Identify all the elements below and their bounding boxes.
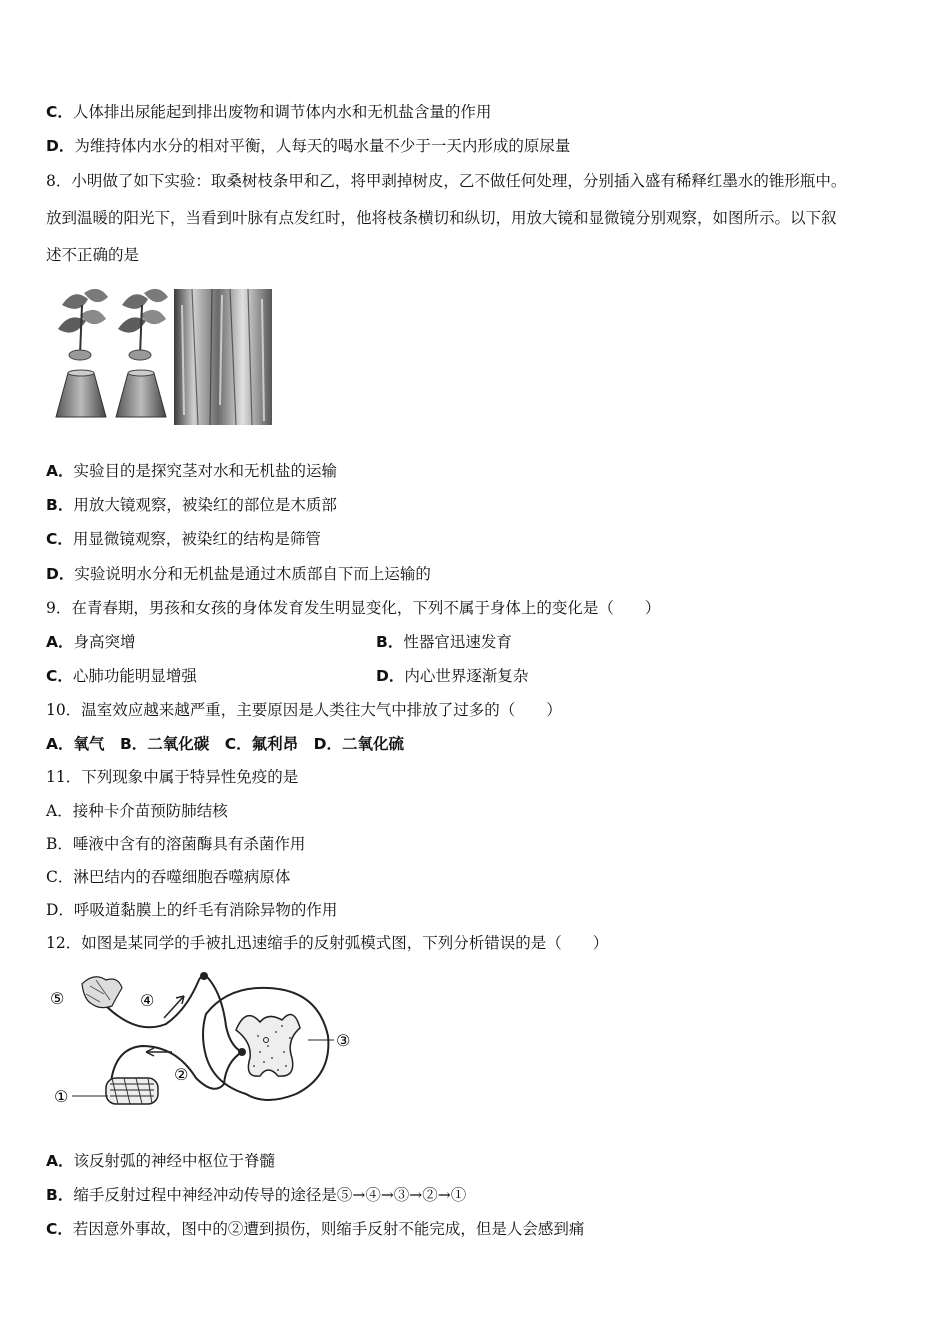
q9-stem: 9．在青春期，男孩和女孩的身体发育发生明显变化，下列不属于身体上的变化是（ ）: [46, 599, 661, 617]
label-3: ③: [336, 1031, 351, 1050]
q8-option-d: D．实验说明水分和无机盐是通过木质部自下而上运输的: [46, 565, 431, 583]
q8-option-a: A．实验目的是探究茎对水和无机盐的运输: [46, 462, 338, 480]
label-5: ⑤: [50, 989, 65, 1008]
stem-experiment-figure: [52, 285, 274, 427]
q11-option-c: C．淋巴结内的吞噬细胞吞噬病原体: [46, 868, 291, 886]
q9-option-a: A．身高突增: [46, 633, 136, 651]
q10-options: A．氧气 B．二氧化碳 C．氟利昂 D．二氧化硫: [46, 735, 405, 753]
q9-option-c: C．心肺功能明显增强: [46, 667, 197, 685]
reflex-arc-diagram: [46, 966, 358, 1112]
q11-option-a: A．接种卡介苗预防肺结核: [46, 802, 228, 820]
q11-stem: 11．下列现象中属于特异性免疫的是: [46, 768, 299, 786]
afferent-nerve: [104, 976, 242, 1052]
receptor-skin: [82, 977, 122, 1008]
q8-stem-line-1: 8．小明做了如下实验：取桑树枝条甲和乙，将甲剥掉树皮，乙不做任何处理，分别插入盛有稀释红墨水的锥形瓶中。: [46, 172, 847, 190]
q7-option-d: D．为维持体内水分的相对平衡，人每天的喝水量不少于一天内形成的原尿量: [46, 137, 571, 155]
q11-option-d: D．呼吸道黏膜上的纤毛有消除异物的作用: [46, 901, 338, 919]
branch-a-leaves: [56, 289, 108, 417]
q9-option-b: B．性器官迅速发育: [376, 633, 512, 651]
q8-stem-line-2: 放到温暖的阳光下，当看到叶脉有点发红时，他将枝条横切和纵切，用放大镜和显微镜分别观察，如图所示。以下叙: [46, 209, 837, 227]
q7-option-c: C．人体排出尿能起到排出废物和调节体内水和无机盐含量的作用: [46, 103, 492, 121]
label-2: ②: [174, 1065, 189, 1084]
q10-stem: 10．温室效应越来越严重，主要原因是人类往大气中排放了过多的（ ）: [46, 701, 562, 719]
stem-longitudinal-section: [174, 289, 272, 425]
q12-option-b: B．缩手反射过程中神经冲动传导的途径是⑤→④→③→②→①: [46, 1186, 467, 1204]
q8-stem-line-3: 述不正确的是: [46, 246, 140, 264]
q9-option-d: D．内心世界逐渐复杂: [376, 667, 529, 685]
label-4: ④: [140, 991, 155, 1010]
q11-option-b: B．唾液中含有的溶菌酶具有杀菌作用: [46, 835, 306, 853]
branch-b-leaves: [116, 289, 168, 417]
label-1: ①: [54, 1087, 69, 1106]
effector-muscle: [106, 1078, 158, 1104]
q12-option-c: C．若因意外事故，图中的②遭到损伤，则缩手反射不能完成，但是人会感到痛: [46, 1220, 585, 1238]
q8-option-c: C．用显微镜观察，被染红的结构是筛管: [46, 530, 321, 548]
q12-stem: 12．如图是某同学的手被扎迅速缩手的反射弧模式图，下列分析错误的是（ ）: [46, 934, 609, 952]
q12-option-a: A．该反射弧的神经中枢位于脊髓: [46, 1152, 276, 1170]
q8-option-b: B．用放大镜观察，被染红的部位是木质部: [46, 496, 337, 514]
